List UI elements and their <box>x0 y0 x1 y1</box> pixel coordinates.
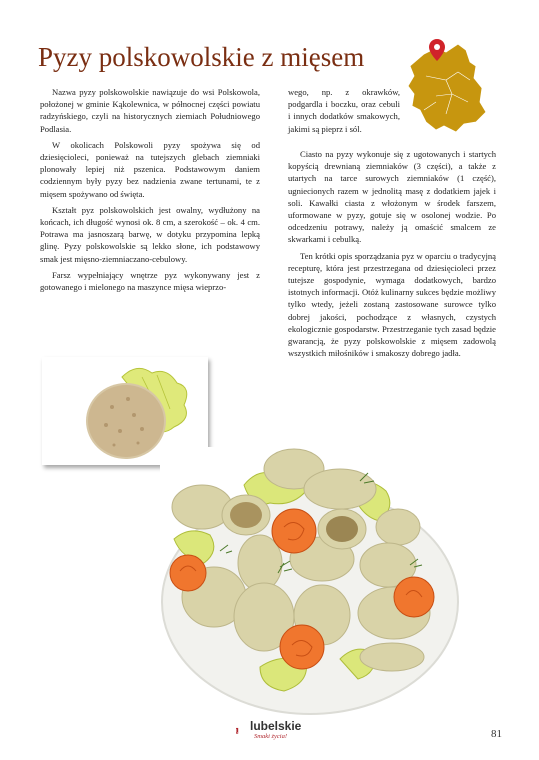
paragraph: Nazwa pyzy polskowolskie nawiązuje do wsi Polskowola, położonej w gminie Kąkolewnica, w północnej części powiatu radzyńskiego, czyli na historycznych ziemiach Południowego Podlasia. <box>40 87 260 134</box>
paragraph-continued: wego, np. z okrawków, podgardla i boczku, oraz cebuli i innych dodatków smakowych, jakimi są pieprz i sól. <box>288 87 400 134</box>
page-number: 81 <box>491 728 502 740</box>
lubelskie-logo-icon <box>236 718 250 744</box>
region-shape <box>408 44 486 132</box>
paragraph: Farsz wypełniający wnętrze pyz wykonywany jest z gotowanego i mielonego na maszynce mięsa wieprzo- <box>40 269 260 293</box>
logo-name: lubelskie <box>250 719 302 733</box>
paragraph: W okolicach Polskowoli pyzy spożywa się od dziesięcioleci, ponieważ na tutejszych glebach ziemniaki plonowały lepiej niż pszenica. Podstawowym daniem codziennym były pyzy bez nadzienia zwane tertunami, te z mięsem spożywano od święta. <box>40 139 260 199</box>
dumplings-plate-photo <box>160 447 500 722</box>
paragraph: Kształt pyz polskowolskich jest owalny, wydłużony na końcach, ich długość wynosi ok. 8 cm, a szerokość – ok. 4 cm. Potrawa ma jasnoszarą barwę, w dotyku przypomina lepką glinę. Pyzy polskowolskie są lekko słone, ich podstawowy smak jest mięsno-ziemniaczano-cebulowy. <box>40 204 260 264</box>
page-title: Pyzy polskowolskie z mięsem <box>38 42 365 72</box>
paragraph: Ciasto na pyzy wykonuje się z ugotowanych i startych kopyścią drewnianą ziemniaków (3 części), a także z utartych na tarce surowych ziemniaków (1 część), ugniecionych razem w jednolitą masę z dodatkiem jajek i soli. Kawałki ciasta z włożonym w środek farszem, uformowane w pyzy, gotuje się w osolonej wodzie. Po odcedzeniu potrawy, należy ją omaścić smalcem ze skwarkami i cebulką. <box>288 149 496 245</box>
text-column-right <box>288 148 496 363</box>
logo-tagline: Smaki życia! <box>254 733 288 740</box>
region-map-icon <box>406 36 488 136</box>
text-column-left <box>40 86 260 297</box>
paragraph: Ten krótki opis sporządzania pyz w oparciu o tradycyjną recepturę, która jest przestrzegana od dziesięcioleci przez tutejsze gospodynie, wymaga dodatkowych, bardzo istotnych informacji. Otóż kulinarny sukces będzie możliwy tylko wtedy, jeżeli zostaną zastosowane surowce tylko dobrej jakości, pochodzące z własnych, czystych ekologicznie gospodarstw. Przestrzeganie tych zasad będzie gwarancją, że pyzy polskowolskie z mięsem zadowolą wszystkich miłośników i smakoszy dobrego jadła. <box>288 250 496 359</box>
